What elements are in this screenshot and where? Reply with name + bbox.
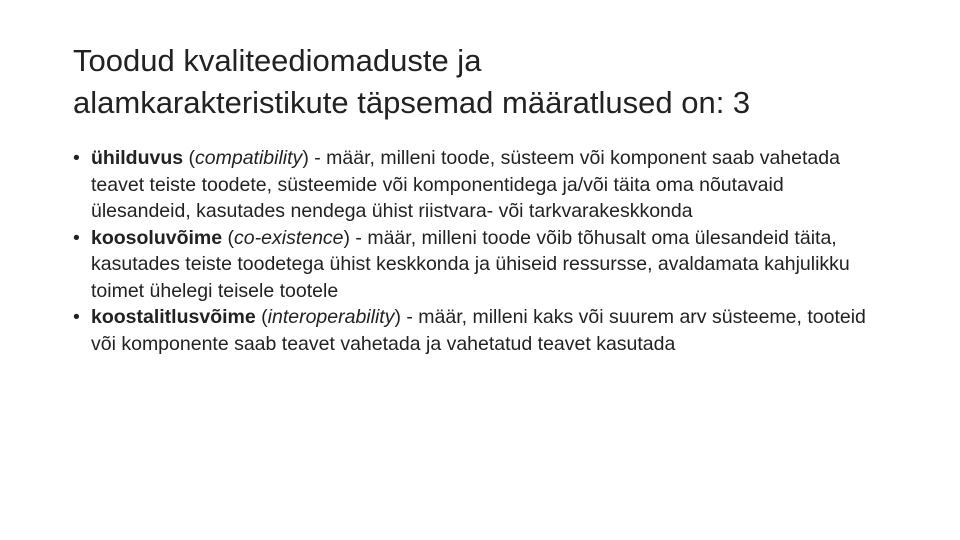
bullet-close-paren: ) xyxy=(343,226,351,249)
bullet-item-co-existence xyxy=(73,225,883,305)
bullet-term: koostalitlusvõime xyxy=(91,306,256,328)
bullet-item-compatibility xyxy=(73,145,883,225)
bullet-english-term: interoperability xyxy=(267,306,395,328)
bullet-term: ühilduvus xyxy=(91,147,184,169)
bullet-english-term: co-existence xyxy=(234,226,344,249)
bullet-term: koosoluvõime xyxy=(91,226,223,249)
bullet-close-paren: ) xyxy=(302,147,309,169)
slide-title-line-2: alamkarakteristikute täpsemad määratlused on: 3 xyxy=(73,85,751,120)
bullet-list xyxy=(73,145,883,357)
bullet-definition: - määr, milleni kaks või suurem arv süsteeme, tooteid või komponente saab teavet vahetada ja vahetatud teavet kasutada xyxy=(91,306,866,355)
slide-title xyxy=(73,40,913,124)
bullet-definition: - määr, milleni toode võib tõhusalt oma ülesandeid täita, kasutades teiste toodetega ühist keskkonda ja ühiseid ressursse, avaldamata kahjulikku toimet ühelegi teisele tootele xyxy=(91,226,850,302)
bullet-open-paren: ( xyxy=(222,226,235,249)
bullet-open-paren: ( xyxy=(255,306,268,328)
bullet-item-interoperability xyxy=(73,304,883,357)
bullet-open-paren: ( xyxy=(183,147,196,169)
bullet-definition: - määr, milleni toode, süsteem või komponent saab vahetada teavet teiste toodete, süsteemide või komponentidega ja/või täita oma nõutavaid ülesandeid, kasutades nendega ühist riistvara- või tarkvarakeskkonda xyxy=(91,147,840,222)
bullet-close-paren: ) xyxy=(394,306,401,328)
bullet-dot-icon: • xyxy=(73,226,80,249)
bullet-english-term: compatibility xyxy=(195,147,303,169)
slide-title-line-1: Toodud kvaliteediomaduste ja xyxy=(73,43,482,78)
bullet-dot-icon: • xyxy=(73,306,80,328)
bullet-dot-icon: • xyxy=(73,147,80,169)
